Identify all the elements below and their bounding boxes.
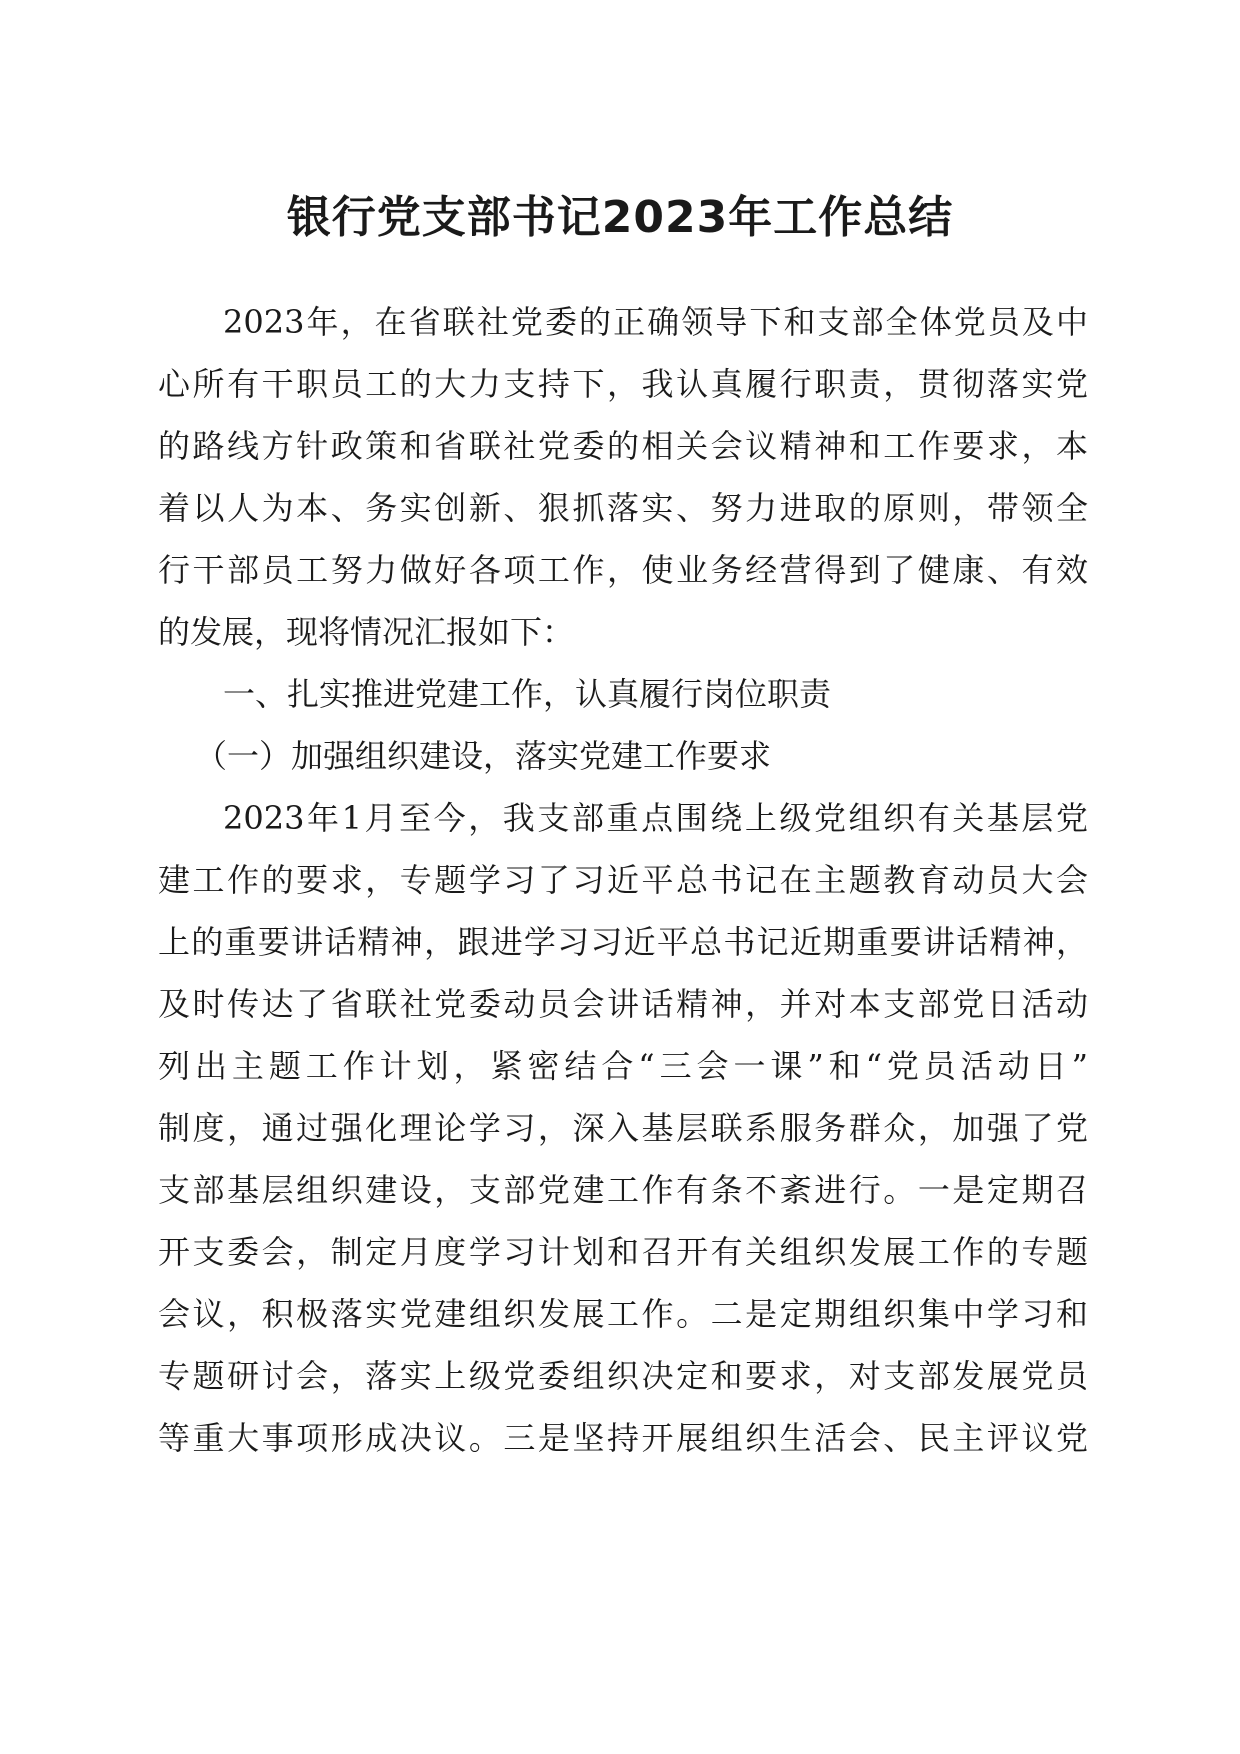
paragraph-line: 等重大事项形成决议。三是坚持开展组织生活会、民主评议党	[158, 1419, 1088, 1457]
paragraph-line: 专题研讨会，落实上级党委组织决定和要求，对支部发展党员	[158, 1357, 1088, 1395]
paragraph-line: 着以人为本、务实创新、狠抓落实、努力进取的原则，带领全	[158, 489, 1088, 527]
paragraph-line: 制度，通过强化理论学习，深入基层联系服务群众，加强了党	[158, 1109, 1088, 1147]
paragraph-line: 列出主题工作计划，紧密结合“三会一课”和“党员活动日”	[158, 1047, 1088, 1085]
paragraph-line: 建工作的要求，专题学习了习近平总书记在主题教育动员大会	[158, 861, 1088, 899]
paragraph-line: 的发展，现将情况汇报如下：	[158, 613, 575, 651]
section-heading: 一、扎实推进党建工作，认真履行岗位职责	[223, 675, 832, 713]
paragraph-line: 开支委会，制定月度学习计划和召开有关组织发展工作的专题	[158, 1233, 1088, 1271]
document-title: 银行党支部书记2023年工作总结	[286, 192, 954, 243]
paragraph-line: 2023年1月至今，我支部重点围绕上级党组织有关基层党	[223, 799, 1088, 837]
paragraph-line: 支部基层组织建设，支部党建工作有条不紊进行。一是定期召	[158, 1171, 1088, 1209]
paragraph-line: 及时传达了省联社党委动员会讲话精神，并对本支部党日活动	[158, 985, 1088, 1023]
paragraph-line: 会议，积极落实党建组织发展工作。二是定期组织集中学习和	[158, 1295, 1088, 1333]
paragraph-line: 行干部员工努力做好各项工作，使业务经营得到了健康、有效	[158, 551, 1088, 589]
paragraph-line: 的路线方针政策和省联社党委的相关会议精神和工作要求，本	[158, 427, 1088, 465]
paragraph-line: 上的重要讲话精神，跟进学习习近平总书记近期重要讲话精神，	[158, 923, 1088, 961]
subsection-heading: （一）加强组织建设，落实党建工作要求	[195, 737, 772, 775]
paragraph-line: 2023年，在省联社党委的正确领导下和支部全体党员及中	[223, 303, 1088, 341]
paragraph-line: 心所有干职员工的大力支持下，我认真履行职责，贯彻落实党	[158, 365, 1088, 403]
